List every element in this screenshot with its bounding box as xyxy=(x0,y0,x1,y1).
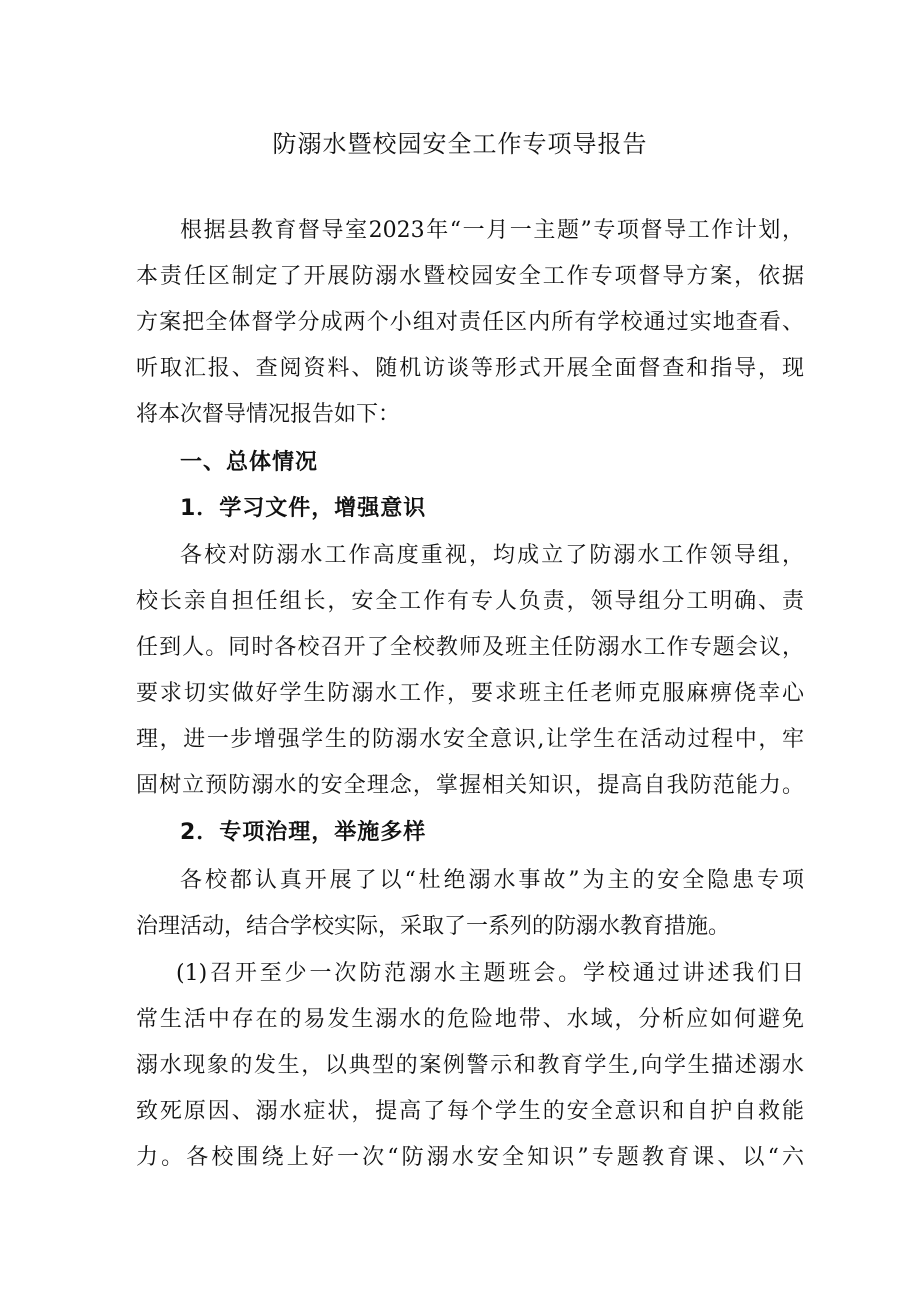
body-line: 溺水现象的发生，以典型的案例警示和教育学生,向学生描述溺水 xyxy=(136,1053,804,1078)
body-line: 力。各校围绕上好一次“防溺水安全知识”专题教育课、以“六 xyxy=(136,1145,804,1170)
body-line: 致死原因、溺水症状，提高了每个学生的安全意识和自护自救能 xyxy=(136,1099,804,1124)
intro-line: 根据县教育督导室2023年“一月一主题”专项督导工作计划， xyxy=(180,218,804,243)
intro-line: 方案把全体督学分成两个小组对责任区内所有学校通过实地查看、 xyxy=(136,310,804,335)
intro-line: 将本次督导情况报告如下： xyxy=(136,402,401,427)
body-line: 治理活动，结合学校实际，采取了一系列的防溺水教育措施。 xyxy=(136,914,731,939)
section-heading: 一、总体情况 xyxy=(180,450,319,475)
subsection-heading: 1．学习文件，增强意识 xyxy=(180,496,427,521)
body-line: 理，进一步增强学生的防溺水安全意识,让学生在活动过程中，牢 xyxy=(136,727,804,752)
body-line: 各校都认真开展了以“杜绝溺水事故”为主的安全隐患专项 xyxy=(180,868,804,893)
intro-line: 本责任区制定了开展防溺水暨校园安全工作专项督导方案，依据 xyxy=(136,264,804,289)
intro-line: 听取汇报、查阅资料、随机访谈等形式开展全面督查和指导，现 xyxy=(136,356,804,381)
body-line: 要求切实做好学生防溺水工作，要求班主任老师克服麻痹侥幸心 xyxy=(136,681,804,706)
body-line: (1)召开至少一次防范溺水主题班会。学校通过讲述我们日 xyxy=(176,961,804,986)
body-line: 各校对防溺水工作高度重视，均成立了防溺水工作领导组， xyxy=(180,543,804,568)
body-line: 校长亲自担任组长，安全工作有专人负责，领导组分工明确、责 xyxy=(136,589,804,614)
body-line: 常生活中存在的易发生溺水的危险地带、水域，分析应如何避免 xyxy=(136,1007,804,1032)
subsection-heading: 2．专项治理，举施多样 xyxy=(180,820,427,845)
body-line: 任到人。同时各校召开了全校教师及班主任防溺水工作专题会议， xyxy=(136,635,804,660)
body-line: 固树立预防溺水的安全理念，掌握相关知识，提高自我防范能力。 xyxy=(136,773,804,798)
document-title: 防溺水暨校园安全工作专项导报告 xyxy=(272,130,648,158)
